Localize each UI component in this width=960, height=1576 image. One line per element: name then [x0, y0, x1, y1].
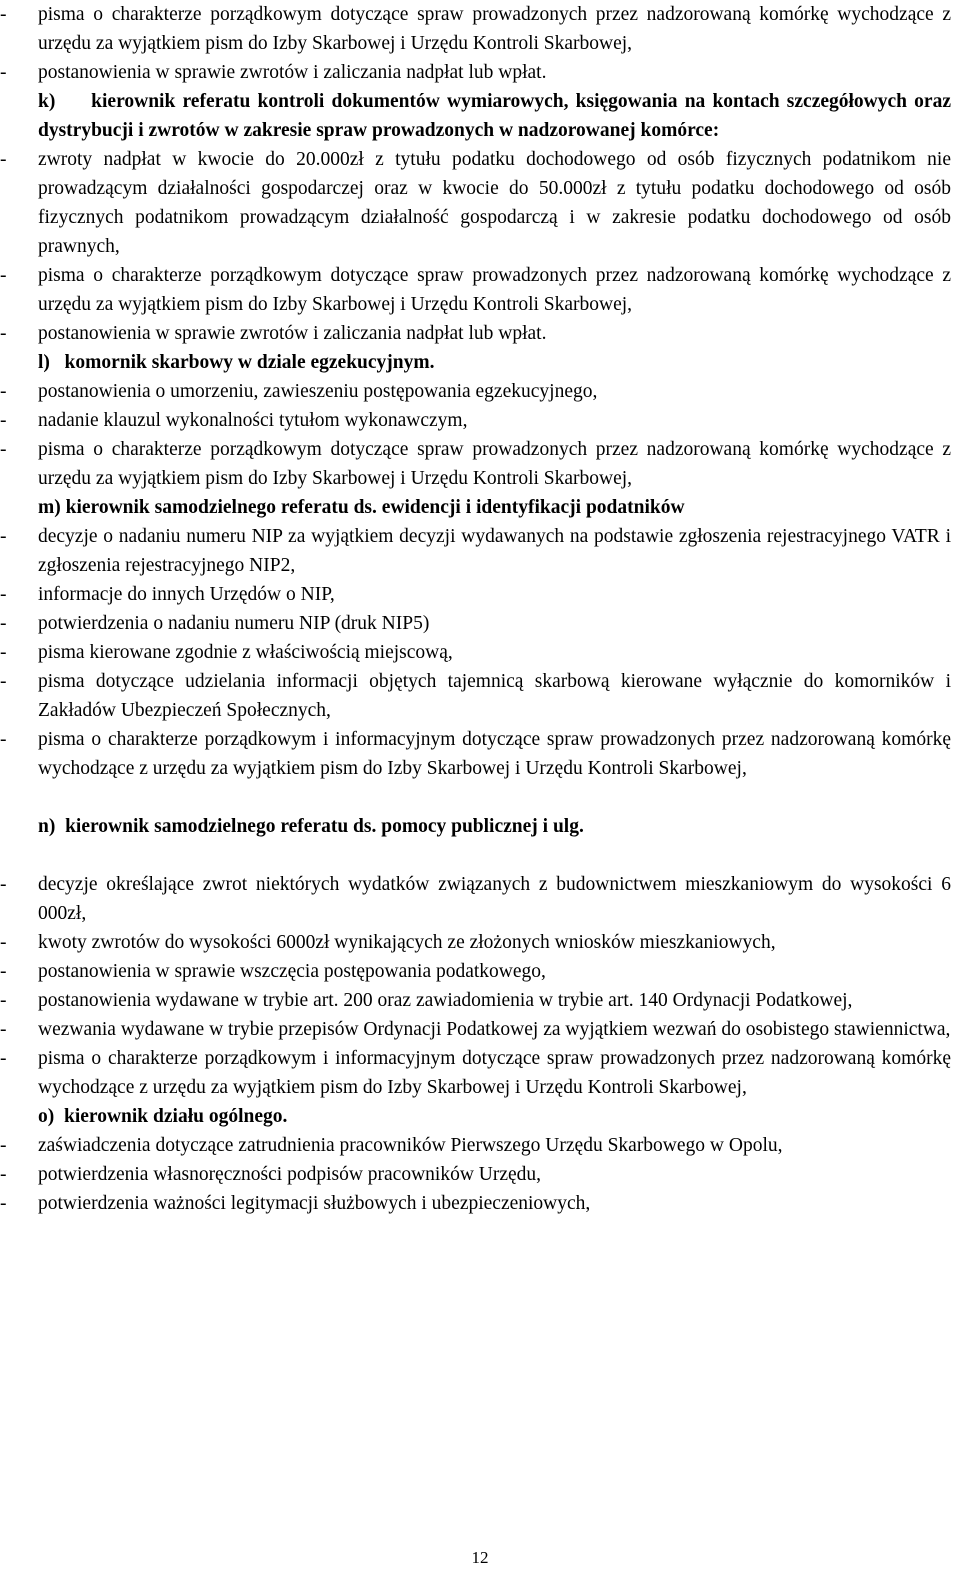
list-item [0, 870, 951, 928]
list-item-text: potwierdzenia własnoręczności podpisów pracowników Urzędu, [38, 1164, 542, 1185]
list-bullet: - [0, 62, 7, 83]
list-bullet: - [0, 584, 7, 605]
list-item-text: potwierdzenia o nadaniu numeru NIP (druk NIP5) [38, 613, 430, 634]
list-item-text: wezwania wydawane w trybie przepisów Ordynacji Podatkowej za wyjątkiem wezwań do osobistego stawiennictwa, [38, 1019, 951, 1040]
list-item-text: nadanie klauzul wykonalności tytułom wykonawczym, [38, 410, 468, 431]
list-bullet: - [0, 932, 7, 953]
list-item [0, 957, 951, 986]
list-bullet: - [0, 323, 7, 344]
list-bullet: - [0, 439, 7, 460]
list-bullet: - [0, 729, 7, 750]
list-item [0, 406, 951, 435]
section-heading: l) komornik skarbowy w dziale egzekucyjnym. [38, 352, 435, 373]
section-heading: k) kierownik referatu kontroli dokumentów wymiarowych, księgowania na kontach szczegółowych oraz dystrybucji i zwrotów w zakresie spraw prowadzonych w nadzorowanej komórce: [38, 91, 956, 141]
list-bullet: - [0, 1048, 7, 1069]
page-number: 12 [471, 1548, 489, 1567]
list-item [0, 580, 951, 609]
list-item [0, 986, 951, 1015]
paragraph-gap [0, 841, 960, 870]
list-item-text: pisma dotyczące udzielania informacji objętych tajemnicą skarbową kierowane wyłącznie do komorników i Zakładów Ubezpieczeń Społecznych, [38, 671, 951, 721]
paragraph-gap [0, 783, 960, 812]
list-bullet: - [0, 613, 7, 634]
list-item-text: pisma kierowane zgodnie z właściwością miejscową, [38, 642, 453, 663]
list-item [0, 725, 951, 783]
list-item [0, 928, 951, 957]
list-item-text: pisma o charakterze porządkowym i informacyjnym dotyczące spraw prowadzonych przez nadzorowaną komórkę wychodzące z urzędu za wyjątkiem pism do Izby Skarbowej i Urzędu Kontroli Skarbowej, [38, 1048, 951, 1098]
list-item-text: pisma o charakterze porządkowym dotyczące spraw prowadzonych przez nadzorowaną komórkę wychodzące z urzędu za wyjątkiem pism do Izby Skarbowej i Urzędu Kontroli Skarbowej, [38, 4, 951, 54]
list-item-text: postanowienia w sprawie wszczęcia postępowania podatkowego, [38, 961, 546, 982]
list-bullet: - [0, 1135, 7, 1156]
list-bullet: - [0, 410, 7, 431]
list-item [0, 522, 951, 580]
list-item-text: kwoty zwrotów do wysokości 6000zł wynikających ze złożonych wniosków mieszkaniowych, [38, 932, 776, 953]
list-item-text: pisma o charakterze porządkowym i informacyjnym dotyczące spraw prowadzonych przez nadzorowaną komórkę wychodzące z urzędu za wyjątkiem pism do Izby Skarbowej i Urzędu Kontroli Skarbowej, [38, 729, 951, 779]
list-bullet: - [0, 642, 7, 663]
section-heading: m) kierownik samodzielnego referatu ds. ewidencji i identyfikacji podatników [38, 497, 685, 518]
list-bullet: - [0, 149, 7, 170]
list-bullet: - [0, 1164, 7, 1185]
list-item [0, 667, 951, 725]
list-item [0, 145, 951, 261]
list-item-text: postanowienia wydawane w trybie art. 200 oraz zawiadomienia w trybie art. 140 Ordynacji Podatkowej, [38, 990, 853, 1011]
list-bullet: - [0, 990, 7, 1011]
list-bullet: - [0, 1193, 7, 1214]
list-item [0, 435, 951, 493]
list-item [0, 1160, 951, 1189]
list-item [0, 377, 951, 406]
list-item-text: potwierdzenia ważności legitymacji służbowych i ubezpieczeniowych, [38, 1193, 591, 1214]
list-item [0, 319, 951, 348]
section-heading: n) kierownik samodzielnego referatu ds. pomocy publicznej i ulg. [38, 816, 584, 837]
list-item [0, 261, 951, 319]
list-item-text: pisma o charakterze porządkowym dotyczące spraw prowadzonych przez nadzorowaną komórkę wychodzące z urzędu za wyjątkiem pism do Izby Skarbowej i Urzędu Kontroli Skarbowej, [38, 439, 951, 489]
list-bullet: - [0, 1019, 7, 1040]
list-item-text: decyzje określające zwrot niektórych wydatków związanych z budownictwem mieszkaniowym do wysokości 6 000zł, [38, 874, 951, 924]
list-bullet: - [0, 4, 7, 25]
list-item-text: zaświadczenia dotyczące zatrudnienia pracowników Pierwszego Urzędu Skarbowego w Opolu, [38, 1135, 783, 1156]
list-item [0, 609, 951, 638]
list-bullet: - [0, 265, 7, 286]
list-item-text: decyzje o nadaniu numeru NIP za wyjątkiem decyzji wydawanych na podstawie zgłoszenia rejestracyjnego VATR i zgłoszenia rejestracyjnego NIP2, [38, 526, 951, 576]
list-bullet: - [0, 381, 7, 402]
list-item [0, 0, 951, 58]
list-item-text: zwroty nadpłat w kwocie do 20.000zł z tytułu podatku dochodowego od osób fizycznych podatnikom nie prowadzącym działalności gospodarczej oraz w kwocie do 50.000zł z tytułu podatku dochodowego od osób fizycznych podatnikom prowadzącym działalność gospodarczą i w zakresie podatku dochodowego od osób prawnych, [38, 149, 951, 257]
list-item [0, 1189, 951, 1218]
list-bullet: - [0, 671, 7, 692]
list-bullet: - [0, 874, 7, 895]
list-item-text: postanowienia w sprawie zwrotów i zaliczania nadpłat lub wpłat. [38, 62, 547, 83]
list-item [0, 58, 951, 87]
list-item [0, 1015, 951, 1044]
list-bullet: - [0, 526, 7, 547]
list-item-text: postanowienia o umorzeniu, zawieszeniu postępowania egzekucyjnego, [38, 381, 598, 402]
list-item-text: pisma o charakterze porządkowym dotyczące spraw prowadzonych przez nadzorowaną komórkę wychodzące z urzędu za wyjątkiem pism do Izby Skarbowej i Urzędu Kontroli Skarbowej, [38, 265, 951, 315]
section-heading: o) kierownik działu ogólnego. [38, 1106, 288, 1127]
list-item [0, 1044, 951, 1102]
list-bullet: - [0, 961, 7, 982]
list-item [0, 638, 951, 667]
list-item-text: informacje do innych Urzędów o NIP, [38, 584, 335, 605]
list-item-text: postanowienia w sprawie zwrotów i zaliczania nadpłat lub wpłat. [38, 323, 547, 344]
list-item [0, 1131, 951, 1160]
